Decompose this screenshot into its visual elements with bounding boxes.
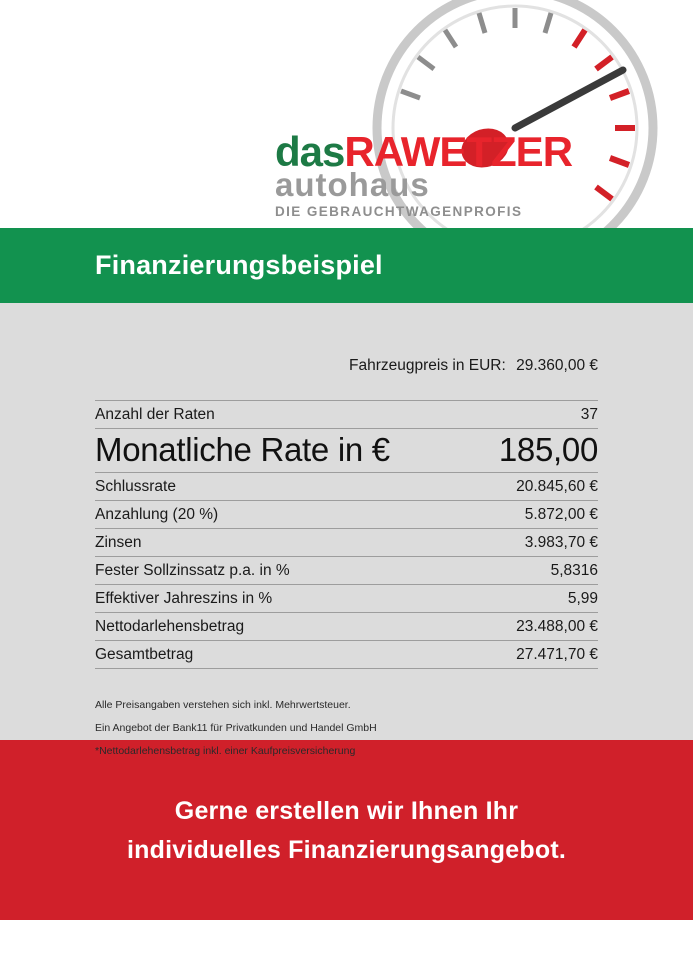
logo-das: das xyxy=(275,128,345,175)
table-row xyxy=(95,528,598,556)
row-value: 5,99 xyxy=(567,590,598,607)
table-row xyxy=(95,584,598,612)
table-row xyxy=(95,400,598,428)
row-value: 185,00 xyxy=(498,431,598,468)
row-value: 27.471,70 € xyxy=(516,646,598,663)
legal-note: Ein Angebot der Bank11 für Privatkunden und Handel GmbH xyxy=(95,722,377,734)
row-label: Gesamtbetrag xyxy=(95,646,194,663)
cta-line-1: Gerne erstellen wir Ihnen Ihr xyxy=(174,797,519,825)
table-row xyxy=(95,472,598,500)
row-value: 23.488,00 € xyxy=(516,618,598,635)
row-label: Schlussrate xyxy=(95,478,176,495)
row-label: Effektiver Jahreszins in % xyxy=(95,590,273,607)
bottom-spacer xyxy=(0,920,693,960)
legal-note: Alle Preisangaben verstehen sich inkl. Mehrwertsteuer. xyxy=(95,699,351,711)
row-value: 37 xyxy=(580,406,598,423)
logo-autohaus: autohaus xyxy=(275,165,430,203)
page-title: Finanzierungsbeispiel xyxy=(95,250,383,280)
logo-rawetzer: RAWETZER xyxy=(344,128,573,175)
brand-logo xyxy=(275,128,605,219)
row-label: Anzahlung (20 %) xyxy=(95,506,219,523)
finance-details xyxy=(0,303,693,757)
vehicle-price-row xyxy=(95,303,598,375)
row-value: 3.983,70 € xyxy=(524,534,598,551)
row-label: Anzahl der Raten xyxy=(95,406,215,423)
table-row xyxy=(95,500,598,528)
vehicle-price-value: 29.360,00 € xyxy=(516,357,598,374)
table-row xyxy=(95,612,598,640)
row-label: Monatliche Rate in € xyxy=(95,431,390,468)
row-value: 20.845,60 € xyxy=(516,478,598,495)
call-to-action-band xyxy=(0,740,693,920)
table-row xyxy=(95,556,598,584)
legal-notes xyxy=(95,699,598,757)
document-header xyxy=(0,0,693,228)
vehicle-price-label: Fahrzeugpreis in EUR: xyxy=(349,357,506,374)
legal-note: *Nettodarlehensbetrag inkl. einer Kaufpreisversicherung xyxy=(95,745,356,757)
finance-table xyxy=(95,400,598,669)
cta-line-2: individuelles Finanzierungsangebot. xyxy=(127,835,566,864)
row-value: 5,8316 xyxy=(550,562,598,579)
logo-tagline: DIE GEBRAUCHTWAGENPROFIS xyxy=(275,203,523,219)
row-label: Zinsen xyxy=(95,534,142,551)
table-row xyxy=(95,640,598,669)
row-label: Fester Sollzinssatz p.a. in % xyxy=(95,562,290,579)
table-row-monthly-rate xyxy=(95,428,598,472)
row-value: 5.872,00 € xyxy=(524,506,598,523)
section-title-band xyxy=(0,228,693,303)
row-label: Nettodarlehensbetrag xyxy=(95,618,245,635)
